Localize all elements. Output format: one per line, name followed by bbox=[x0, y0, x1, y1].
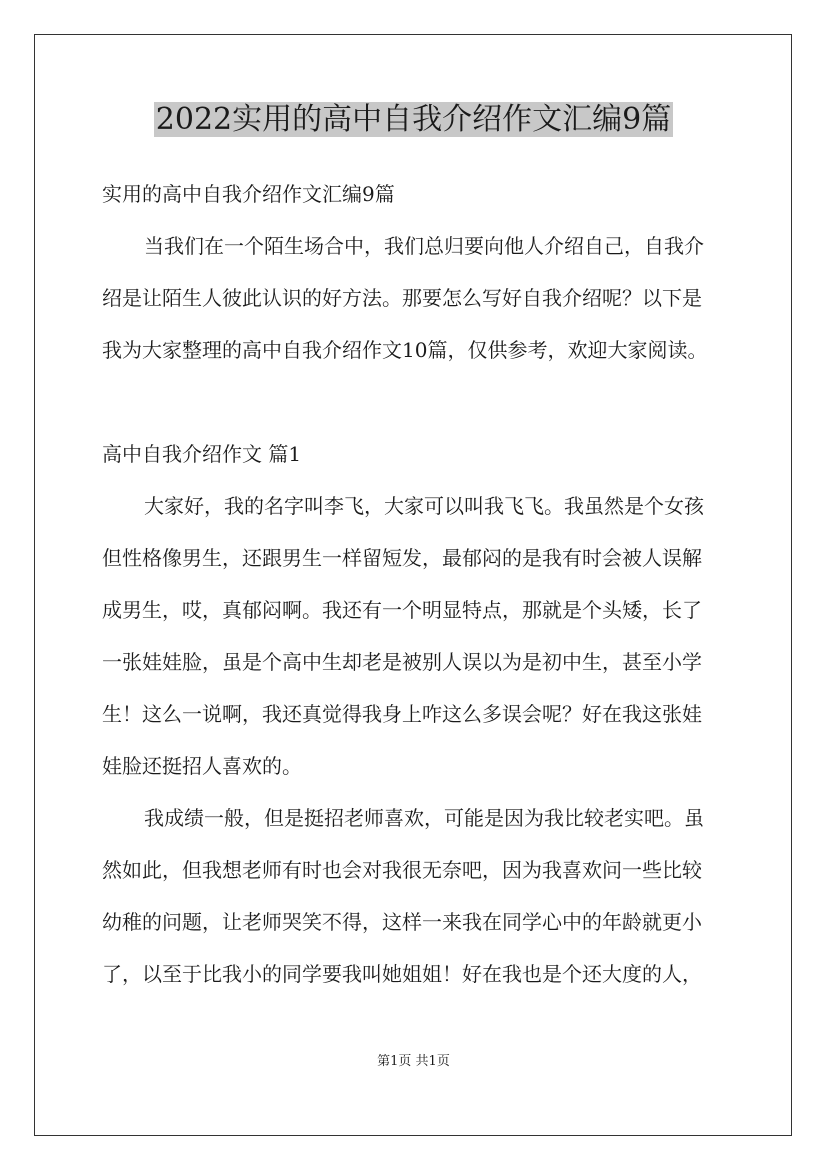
paragraph-line: 成男生，哎，真郁闷啊。我还有一个明显特点，那就是个头矮，长了 bbox=[102, 598, 702, 622]
intro-paragraph bbox=[102, 226, 732, 382]
page-number-label: 第1页 共1页 bbox=[377, 1054, 450, 1069]
page-footer bbox=[0, 1052, 827, 1072]
paragraph-line: 大家好，我的名字叫李飞，大家可以叫我飞飞。我虽然是个女孩 bbox=[144, 494, 704, 518]
document-subtitle: 实用的高中自我介绍作文汇编9篇 bbox=[102, 182, 395, 206]
blank-line bbox=[102, 382, 732, 434]
intro-line: 当我们在一个陌生场合中，我们总归要向他人介绍自己，自我介 bbox=[144, 234, 704, 258]
paragraph-line: 了，以至于比我小的同学要我叫她姐姐！好在我也是个还大度的人， bbox=[102, 962, 702, 986]
document-body bbox=[102, 174, 732, 1006]
paragraph-line: 生！这么一说啊，我还真觉得我身上咋这么多误会呢？好在我这张娃 bbox=[102, 702, 702, 726]
document-title-text: 2022实用的高中自我介绍作文汇编9篇 bbox=[155, 102, 672, 137]
paragraph-line: 幼稚的问题，让老师哭笑不得，这样一来我在同学心中的年龄就更小 bbox=[102, 910, 702, 934]
paragraph-line: 然如此，但我想老师有时也会对我很无奈吧，因为我喜欢问一些比较 bbox=[102, 858, 702, 882]
document-title bbox=[0, 98, 827, 142]
intro-line: 我为大家整理的高中自我介绍作文10篇，仅供参考，欢迎大家阅读。 bbox=[102, 338, 708, 362]
paragraph-2 bbox=[102, 798, 732, 1006]
paragraph-1 bbox=[102, 486, 732, 798]
paragraph-line: 娃脸还挺招人喜欢的。 bbox=[102, 754, 302, 778]
paragraph-line: 我成绩一般，但是挺招老师喜欢，可能是因为我比较老实吧。虽 bbox=[144, 806, 704, 830]
intro-line: 绍是让陌生人彼此认识的好方法。那要怎么写好自我介绍呢？以下是 bbox=[102, 286, 702, 310]
paragraph-line: 一张娃娃脸，虽是个高中生却老是被别人误以为是初中生，甚至小学 bbox=[102, 650, 702, 674]
section-heading: 高中自我介绍作文 篇1 bbox=[102, 442, 302, 466]
paragraph-line: 但性格像男生，还跟男生一样留短发，最郁闷的是我有时会被人误解 bbox=[102, 546, 702, 570]
